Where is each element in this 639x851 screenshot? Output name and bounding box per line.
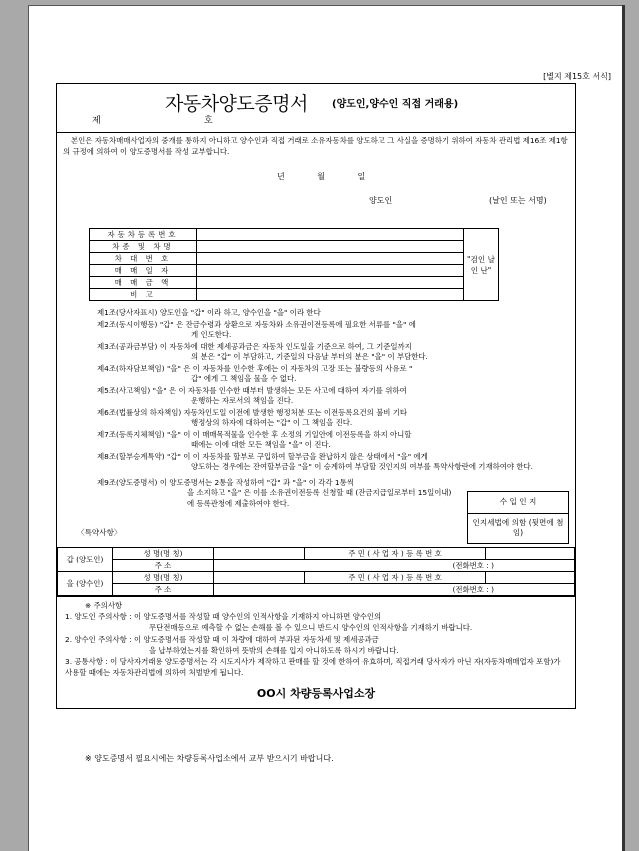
clause-text: 자동차인도일 이전에 발생한 행정처분 또는 이전등록요건의 불비 기타 xyxy=(183,407,408,417)
clauses-section xyxy=(57,301,575,547)
clause-3 xyxy=(97,342,569,363)
clause-8 xyxy=(97,452,569,473)
party-tel-label[interactable]: (전화번호 : ) xyxy=(214,584,575,596)
table-row xyxy=(90,253,499,265)
clause-heading: 제1조(당사자표시) xyxy=(97,308,158,317)
clause-1 xyxy=(97,308,569,319)
clause-text: 이 자동차에 대한 제세공과금은 자동차 인도일을 기준으로 하여, 그 기준일까지 xyxy=(159,341,412,351)
party-id-label: 주 민 ( 사 업 자 ) 등 록 번 호 xyxy=(305,548,486,560)
office-name: OO시 차량등록사업소장 xyxy=(256,687,376,701)
vehicle-reg-value[interactable] xyxy=(197,229,464,241)
intro-section xyxy=(57,133,575,228)
clause-heading: 제2조(동시이행등) xyxy=(97,319,158,329)
clause-heading: 제4조(하자담보책임) xyxy=(97,363,165,373)
party-role-seller: 갑 (양도인) xyxy=(58,548,113,572)
note-1 xyxy=(65,611,567,633)
clause-heading: 제5조(사고책임) xyxy=(97,385,151,395)
footer-note: ※ 양도증명서 필요시에는 차량등록사업소에서 교부 받으시기 바랍니다. xyxy=(85,754,334,763)
clause-text: "을" 이 이 매매목적물을 인수한 후 소정의 기일안에 이전등록을 하지 아니할 xyxy=(166,429,412,439)
ho-label: 호 xyxy=(204,116,213,126)
clause-text: "갑" 은 잔금수령과 상환으로 자동차와 소유권이전등록에 필요한 서류를 "을" 에 xyxy=(159,319,416,329)
intro-text: 본인은 자동차매매사업자의 중개를 통하지 아니하고 양수인과 직접 거래로 소유자동차를 양도하고 그 사실을 증명하기 위하여 자동차 관리법 제16조 제1항의 규정에 의하여 이 양도증명서를 작성 교부합니다. xyxy=(63,136,568,156)
party-id-label: 주 민 ( 사 업 자 ) 등 록 번 호 xyxy=(305,572,486,584)
clause-continuation: 게 인도한다. xyxy=(191,330,232,339)
table-row xyxy=(58,584,575,596)
form-frame xyxy=(56,83,576,709)
seal-label: (날인 또는 서명) xyxy=(489,196,547,205)
note-text: 이 양도증명서를 작성할 때 양수인의 인적사항을 기재하지 아니하면 양수인의 xyxy=(133,612,382,622)
clause-2 xyxy=(97,320,569,341)
note-heading: 2. 양수인 주의사항 : xyxy=(65,634,132,644)
stamp-area: "검인 날인 난" xyxy=(464,229,499,301)
clause-text: 양도인을 "갑" 이라 하고, 양수인을 "을" 이라 한다 xyxy=(159,308,321,317)
notes-title: ※ 주의사항 xyxy=(85,601,123,610)
note-continuation: 을 납부하였는지를 확인하여 뜻밖의 손해를 입지 아니하도록 하시기 바랍니다. xyxy=(149,645,399,655)
clause-4 xyxy=(97,364,569,385)
clause-text: "을" 은 이 자동차를 인수한 때부터 발생하는 모든 사고에 대하여 자기를 위하여 xyxy=(152,385,407,395)
title-row xyxy=(57,84,575,133)
table-row xyxy=(58,548,575,560)
sale-date-label: 매 매 일 자 xyxy=(90,265,197,277)
clause-heading: 제3조(공과금부담) xyxy=(97,341,158,351)
party-name-value[interactable] xyxy=(214,572,305,584)
note-3 xyxy=(65,656,567,678)
clause-text: "을" 은 이 자동차를 인수한 후에는 이 자동차의 고장 또는 불량등의 사유로 " xyxy=(166,363,413,373)
seller-label: 양도인 xyxy=(369,196,393,205)
party-name-label: 성 명(명 칭) xyxy=(113,572,214,584)
parties-table xyxy=(57,547,575,596)
note-text: 이 양도증명서를 작성할 때 이 차량에 대하여 부과된 자동차세 및 제세공과금 xyxy=(133,634,379,644)
clause-continuation: 을 소지하고 "을" 은 이를 소유권이전등록 신청할 때 (잔금지급일로부터 15일이내)에 등록관청에 제출하여야 한다. xyxy=(187,488,452,508)
clause-heading: 제6조(법률상의 하자책임) xyxy=(97,407,182,417)
revenue-stamp-box xyxy=(467,491,569,544)
special-terms-label: 〈특약사항〉 xyxy=(77,528,122,537)
table-row xyxy=(58,560,575,572)
vehicle-reg-label: 자동차등록번호 xyxy=(90,229,197,241)
document-subtitle: (양도인,양수인 직접 거래용) xyxy=(332,99,459,110)
number-label: 제 xyxy=(92,116,103,126)
note-text: 이 당사자거래용 양도증명서는 각 시도지사가 제작하고 판매를 할 것에 한하여 유효하며, 직접거래 당사자가 아닌 자(자동차매매업자 포함)가 사용할 때에는 자동차관리법에 의하여 처벌받게 됩니다. xyxy=(65,657,561,678)
table-row xyxy=(90,277,499,289)
date-line: 년 월 일 xyxy=(277,172,366,181)
vehicle-table xyxy=(89,228,499,301)
party-id-value[interactable] xyxy=(486,572,575,584)
chassis-value[interactable] xyxy=(197,253,464,265)
vehicle-type-label: 차종 및 차명 xyxy=(90,241,197,253)
clause-continuation: 의 분은 "갑" 이 부담하고, 기준일의 다음날 부터의 분은 "을" 이 부담한다. xyxy=(191,352,428,361)
form-reference: [별지 제15호 서식] xyxy=(543,72,611,81)
party-id-value[interactable] xyxy=(486,548,575,560)
clause-9 xyxy=(97,478,457,510)
document-title: 자동차양도증명서 xyxy=(165,93,308,115)
sale-date-value[interactable] xyxy=(197,265,464,277)
sale-price-label: 매 매 금 액 xyxy=(90,277,197,289)
table-row xyxy=(90,289,499,301)
party-role-buyer: 을 (양수인) xyxy=(58,572,113,596)
remarks-label: 비 고 xyxy=(90,289,197,301)
clause-7 xyxy=(97,430,569,451)
sale-price-value[interactable] xyxy=(197,277,464,289)
notes-section xyxy=(57,596,575,708)
revenue-stamp-body: 인지세법에 의함 (뒷면에 첨임) xyxy=(472,517,564,537)
clause-text: "갑" 이 이 자동차를 할부로 구입하여 할부금을 완납하지 않은 상태에서 "을" 에게 xyxy=(166,451,428,461)
note-2 xyxy=(65,634,567,656)
table-row xyxy=(90,241,499,253)
party-addr-label: 주 소 xyxy=(113,560,214,572)
chassis-label: 차 대 번 호 xyxy=(90,253,197,265)
clause-heading: 제9조(양도증명서) xyxy=(97,477,158,487)
party-tel-label[interactable]: (전화번호 : ) xyxy=(214,560,575,572)
note-heading: 1. 양도인 주의사항 : xyxy=(65,612,132,622)
clause-5 xyxy=(97,386,569,407)
clause-continuation: 때에는 이에 대한 모든 책임을 "을" 이 진다. xyxy=(191,440,331,449)
vehicle-type-value[interactable] xyxy=(197,241,464,253)
party-name-label: 성 명(명 칭) xyxy=(113,548,214,560)
clause-continuation: 갑" 에게 그 책임을 물을 수 없다. xyxy=(191,374,297,383)
clause-6 xyxy=(97,408,569,429)
table-row xyxy=(58,572,575,584)
clause-text: 이 양도증명서는 2통을 작성하여 "갑" 과 "을" 이 각각 1통씩 xyxy=(159,477,354,487)
clause-continuation: 행정상의 하자에 대하여는 "갑" 이 그 책임을 진다. xyxy=(191,418,353,427)
party-addr-label: 주 소 xyxy=(113,584,214,596)
clause-heading: 제8조(할부승계특약) xyxy=(97,451,165,461)
party-name-value[interactable] xyxy=(214,548,305,560)
table-row xyxy=(90,229,499,241)
table-row xyxy=(90,265,499,277)
note-heading: 3. 공통사항 : xyxy=(65,657,108,667)
remarks-value[interactable] xyxy=(197,289,464,301)
note-continuation: 무단전매등으로 예측할 수 없는 손해를 볼 수 있으니 반드시 양수인의 인적사항을 기재하기 바랍니다. xyxy=(149,623,473,633)
clause-continuation: 운행하는 자로서의 책임을 진다. xyxy=(191,396,294,405)
revenue-stamp-title: 수 입 인 지 xyxy=(468,492,568,514)
clause-continuation: 양도하는 경우에는 잔여할부금을 "을" 이 승계하여 부담할 것인지의 여부를 특약사항란에 기재하여야 한다. xyxy=(191,462,533,471)
clause-heading: 제7조(등록지체책임) xyxy=(97,429,165,439)
